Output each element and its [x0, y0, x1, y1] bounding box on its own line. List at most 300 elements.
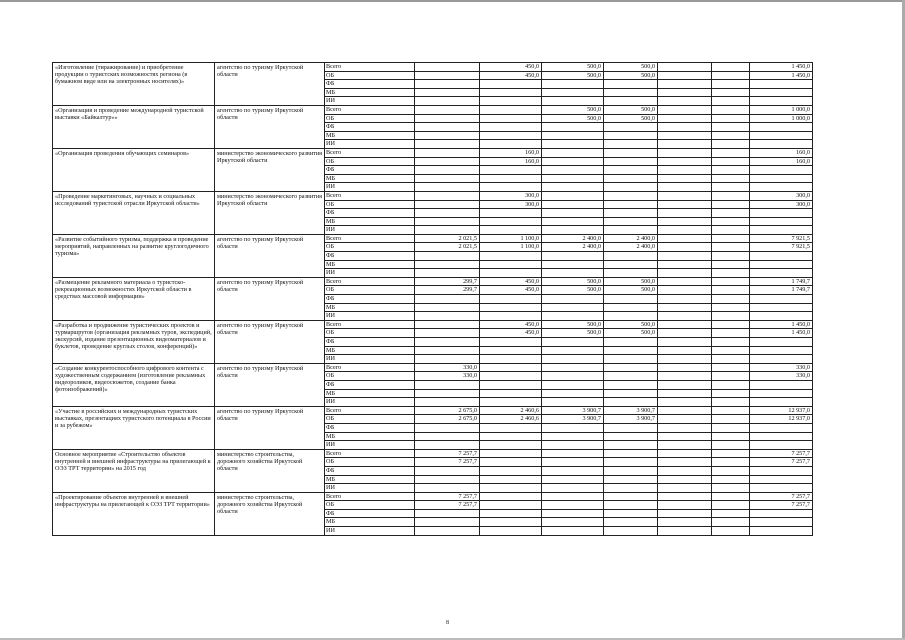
year-value-cell: 160,0 — [480, 157, 542, 166]
year-value-cell — [480, 449, 542, 458]
year-value-cell — [604, 338, 658, 347]
funding-source-cell: ОБ — [325, 415, 415, 424]
year-value-cell — [415, 226, 480, 235]
year-value-cell — [542, 226, 604, 235]
year-value-cell: 500,0 — [604, 105, 658, 114]
year-value-cell — [542, 484, 604, 493]
year-value-cell — [712, 415, 750, 424]
year-value-cell — [658, 518, 712, 527]
year-value-cell — [604, 389, 658, 398]
total-cell: 1 000,0 — [750, 114, 813, 123]
year-value-cell — [542, 88, 604, 97]
year-value-cell — [604, 484, 658, 493]
table-row — [53, 492, 813, 501]
executor-cell: агентство по туризму Иркутской области — [215, 105, 325, 148]
activity-name-cell: «Создание конкурентоспособного цифрового контента с художественным содержанием (изготовление рекламных видеороликов, видеосюжетов, создание банка фотоизображений)» — [53, 363, 215, 406]
year-value-cell — [604, 260, 658, 269]
program-funding-table — [52, 62, 813, 536]
total-cell — [750, 441, 813, 450]
year-value-cell — [480, 226, 542, 235]
total-cell — [750, 209, 813, 218]
year-value-cell — [712, 432, 750, 441]
total-cell — [750, 140, 813, 149]
year-value-cell — [480, 217, 542, 226]
year-value-cell — [480, 458, 542, 467]
year-value-cell — [712, 466, 750, 475]
year-value-cell — [658, 234, 712, 243]
year-value-cell — [604, 295, 658, 304]
year-value-cell — [542, 295, 604, 304]
year-value-cell — [604, 97, 658, 106]
year-value-cell — [712, 372, 750, 381]
year-value-cell — [480, 372, 542, 381]
executor-cell: агентство по туризму Иркутской области — [215, 277, 325, 320]
year-value-cell — [712, 63, 750, 72]
year-value-cell: 300,0 — [480, 200, 542, 209]
year-value-cell — [658, 415, 712, 424]
year-value-cell — [542, 372, 604, 381]
year-value-cell — [604, 88, 658, 97]
total-cell: 7 257,7 — [750, 492, 813, 501]
year-value-cell — [480, 466, 542, 475]
year-value-cell — [542, 217, 604, 226]
total-cell — [750, 252, 813, 261]
year-value-cell: 450,0 — [480, 329, 542, 338]
funding-source-cell: МБ — [325, 432, 415, 441]
year-value-cell — [604, 123, 658, 132]
funding-source-cell: ОБ — [325, 200, 415, 209]
funding-source-cell: ФБ — [325, 466, 415, 475]
year-value-cell — [480, 123, 542, 132]
year-value-cell — [712, 363, 750, 372]
year-value-cell — [415, 157, 480, 166]
year-value-cell — [542, 398, 604, 407]
year-value-cell — [415, 80, 480, 89]
total-cell: 7 921,5 — [750, 243, 813, 252]
year-value-cell — [415, 148, 480, 157]
year-value-cell — [480, 432, 542, 441]
total-cell: 1 450,0 — [750, 71, 813, 80]
executor-cell: агентство по туризму Иркутской области — [215, 363, 325, 406]
year-value-cell — [604, 131, 658, 140]
year-value-cell — [415, 398, 480, 407]
year-value-cell — [415, 131, 480, 140]
year-value-cell — [712, 355, 750, 364]
year-value-cell — [604, 423, 658, 432]
year-value-cell — [658, 363, 712, 372]
year-value-cell — [480, 174, 542, 183]
year-value-cell: 450,0 — [480, 277, 542, 286]
year-value-cell — [542, 157, 604, 166]
table-row — [53, 148, 813, 157]
year-value-cell — [480, 441, 542, 450]
total-cell: 1 000,0 — [750, 105, 813, 114]
year-value-cell: 1 100,0 — [480, 243, 542, 252]
total-cell — [750, 398, 813, 407]
year-value-cell — [415, 303, 480, 312]
total-cell — [750, 80, 813, 89]
year-value-cell: 450,0 — [480, 71, 542, 80]
year-value-cell: 500,0 — [542, 63, 604, 72]
year-value-cell — [712, 71, 750, 80]
funding-source-cell: ОБ — [325, 243, 415, 252]
year-value-cell — [658, 217, 712, 226]
year-value-cell — [712, 226, 750, 235]
year-value-cell — [415, 527, 480, 536]
page-number: 8 — [446, 620, 449, 626]
funding-source-cell: Всего — [325, 449, 415, 458]
year-value-cell: 2 400,0 — [542, 234, 604, 243]
year-value-cell — [542, 174, 604, 183]
year-value-cell — [604, 157, 658, 166]
year-value-cell — [415, 380, 480, 389]
year-value-cell — [658, 157, 712, 166]
total-cell — [750, 527, 813, 536]
year-value-cell — [712, 398, 750, 407]
executor-cell: агентство по туризму Иркутской области — [215, 406, 325, 449]
year-value-cell — [658, 277, 712, 286]
year-value-cell — [542, 252, 604, 261]
year-value-cell — [480, 380, 542, 389]
year-value-cell — [712, 243, 750, 252]
year-value-cell — [658, 423, 712, 432]
year-value-cell — [415, 423, 480, 432]
year-value-cell — [658, 509, 712, 518]
year-value-cell: 330,0 — [415, 372, 480, 381]
year-value-cell — [415, 166, 480, 175]
total-cell — [750, 389, 813, 398]
year-value-cell — [542, 509, 604, 518]
year-value-cell — [415, 71, 480, 80]
year-value-cell — [658, 475, 712, 484]
year-value-cell — [480, 209, 542, 218]
year-value-cell — [480, 303, 542, 312]
year-value-cell — [712, 303, 750, 312]
year-value-cell — [658, 63, 712, 72]
year-value-cell — [480, 501, 542, 510]
funding-source-cell: ОБ — [325, 372, 415, 381]
year-value-cell — [658, 269, 712, 278]
funding-source-cell: ФБ — [325, 166, 415, 175]
year-value-cell: 300,0 — [480, 191, 542, 200]
year-value-cell — [658, 449, 712, 458]
funding-source-cell: МБ — [325, 260, 415, 269]
year-value-cell — [480, 475, 542, 484]
year-value-cell — [658, 123, 712, 132]
funding-source-cell: ОБ — [325, 458, 415, 467]
table-body — [53, 63, 813, 536]
year-value-cell — [415, 320, 480, 329]
year-value-cell — [415, 441, 480, 450]
total-cell — [750, 432, 813, 441]
year-value-cell: 2 460,6 — [480, 406, 542, 415]
funding-source-cell: ФБ — [325, 423, 415, 432]
funding-source-cell: ФБ — [325, 123, 415, 132]
year-value-cell: 500,0 — [604, 277, 658, 286]
year-value-cell: 3 900,7 — [542, 406, 604, 415]
year-value-cell — [480, 166, 542, 175]
year-value-cell — [542, 183, 604, 192]
year-value-cell — [480, 346, 542, 355]
year-value-cell — [712, 166, 750, 175]
year-value-cell: 7 257,7 — [415, 449, 480, 458]
year-value-cell — [604, 509, 658, 518]
funding-source-cell: Всего — [325, 234, 415, 243]
funding-source-cell: МБ — [325, 518, 415, 527]
year-value-cell — [604, 518, 658, 527]
executor-cell: министерство строительства, дорожного хозяйства Иркутской области — [215, 492, 325, 535]
year-value-cell — [480, 140, 542, 149]
year-value-cell — [604, 303, 658, 312]
year-value-cell — [604, 200, 658, 209]
year-value-cell — [480, 423, 542, 432]
total-cell — [750, 380, 813, 389]
year-value-cell — [604, 363, 658, 372]
year-value-cell — [415, 63, 480, 72]
year-value-cell: 500,0 — [542, 286, 604, 295]
year-value-cell — [712, 389, 750, 398]
year-value-cell — [658, 166, 712, 175]
year-value-cell — [415, 174, 480, 183]
year-value-cell: 7 257,7 — [415, 458, 480, 467]
total-cell: 300,0 — [750, 191, 813, 200]
funding-source-cell: ФБ — [325, 252, 415, 261]
year-value-cell — [415, 346, 480, 355]
year-value-cell: 450,0 — [480, 320, 542, 329]
year-value-cell — [480, 527, 542, 536]
year-value-cell — [604, 441, 658, 450]
funding-source-cell: ОБ — [325, 157, 415, 166]
year-value-cell — [658, 501, 712, 510]
total-cell: 1 749,7 — [750, 277, 813, 286]
year-value-cell — [542, 166, 604, 175]
year-value-cell — [604, 380, 658, 389]
year-value-cell — [604, 458, 658, 467]
year-value-cell — [658, 312, 712, 321]
year-value-cell — [604, 140, 658, 149]
total-cell: 300,0 — [750, 200, 813, 209]
total-cell: 330,0 — [750, 363, 813, 372]
year-value-cell — [712, 286, 750, 295]
funding-source-cell: МБ — [325, 346, 415, 355]
year-value-cell: 450,0 — [480, 286, 542, 295]
year-value-cell — [542, 355, 604, 364]
activity-name-cell: «Разработка и продвижение туристических проектов и турмаршрутов (организация рекламных туров, экспедиций, экскурсий, издание презентационных видеоматериалов и буклетов, проведение круглых столов, конференций)» — [53, 320, 215, 363]
year-value-cell — [480, 105, 542, 114]
total-cell — [750, 346, 813, 355]
year-value-cell — [658, 105, 712, 114]
funding-source-cell: ФБ — [325, 509, 415, 518]
year-value-cell — [658, 466, 712, 475]
year-value-cell — [658, 492, 712, 501]
year-value-cell — [480, 509, 542, 518]
funding-source-cell: МБ — [325, 131, 415, 140]
total-cell: 330,0 — [750, 372, 813, 381]
year-value-cell — [658, 346, 712, 355]
total-cell: 7 257,7 — [750, 449, 813, 458]
funding-source-cell: ФБ — [325, 380, 415, 389]
activity-name-cell: «Организация и проведение международной туристской выставки «Байкалтур»» — [53, 105, 215, 148]
total-cell — [750, 174, 813, 183]
year-value-cell: 2 021,5 — [415, 234, 480, 243]
year-value-cell — [542, 441, 604, 450]
table-row — [53, 234, 813, 243]
year-value-cell — [658, 131, 712, 140]
year-value-cell — [604, 372, 658, 381]
year-value-cell — [712, 140, 750, 149]
year-value-cell — [658, 484, 712, 493]
executor-cell: агентство по туризму Иркутской области — [215, 320, 325, 363]
year-value-cell — [658, 320, 712, 329]
total-cell: 12 937,0 — [750, 415, 813, 424]
year-value-cell — [480, 338, 542, 347]
funding-source-cell: МБ — [325, 217, 415, 226]
total-cell — [750, 338, 813, 347]
year-value-cell — [658, 260, 712, 269]
year-value-cell: 500,0 — [542, 329, 604, 338]
funding-source-cell: ИИ — [325, 355, 415, 364]
year-value-cell — [480, 363, 542, 372]
year-value-cell — [480, 252, 542, 261]
year-value-cell — [480, 88, 542, 97]
year-value-cell: 2 400,0 — [604, 234, 658, 243]
year-value-cell: 2 675,0 — [415, 406, 480, 415]
year-value-cell — [712, 191, 750, 200]
total-cell — [750, 312, 813, 321]
executor-cell: министерство строительства, дорожного хозяйства Иркутской области — [215, 449, 325, 492]
year-value-cell — [415, 200, 480, 209]
year-value-cell — [480, 80, 542, 89]
year-value-cell — [542, 338, 604, 347]
year-value-cell — [712, 277, 750, 286]
year-value-cell — [712, 295, 750, 304]
year-value-cell — [480, 269, 542, 278]
year-value-cell — [415, 140, 480, 149]
total-cell — [750, 518, 813, 527]
year-value-cell — [415, 475, 480, 484]
year-value-cell — [712, 441, 750, 450]
total-cell — [750, 166, 813, 175]
year-value-cell — [712, 484, 750, 493]
year-value-cell — [415, 123, 480, 132]
year-value-cell — [542, 380, 604, 389]
year-value-cell: 3 900,7 — [604, 415, 658, 424]
year-value-cell — [712, 527, 750, 536]
year-value-cell — [542, 432, 604, 441]
year-value-cell — [480, 295, 542, 304]
year-value-cell — [604, 346, 658, 355]
year-value-cell — [658, 338, 712, 347]
funding-source-cell: Всего — [325, 363, 415, 372]
year-value-cell — [542, 363, 604, 372]
activity-name-cell: «Развитие событийного туризма, поддержка и проведение мероприятий, направленных на развитие круглогодичного туризма» — [53, 234, 215, 277]
activity-name-cell: «Организация проведения обучающих семинаров» — [53, 148, 215, 191]
year-value-cell — [542, 80, 604, 89]
year-value-cell — [480, 355, 542, 364]
year-value-cell — [658, 286, 712, 295]
year-value-cell — [658, 441, 712, 450]
year-value-cell — [658, 71, 712, 80]
year-value-cell — [415, 518, 480, 527]
year-value-cell: 500,0 — [542, 105, 604, 114]
funding-source-cell: ФБ — [325, 209, 415, 218]
year-value-cell — [604, 183, 658, 192]
year-value-cell — [658, 88, 712, 97]
year-value-cell — [415, 329, 480, 338]
year-value-cell — [658, 527, 712, 536]
funding-source-cell: Всего — [325, 105, 415, 114]
funding-source-cell: Всего — [325, 406, 415, 415]
total-cell: 160,0 — [750, 157, 813, 166]
year-value-cell — [542, 148, 604, 157]
year-value-cell — [712, 209, 750, 218]
table-row — [53, 363, 813, 372]
year-value-cell — [542, 501, 604, 510]
funding-source-cell: ИИ — [325, 226, 415, 235]
year-value-cell — [658, 389, 712, 398]
year-value-cell — [658, 140, 712, 149]
year-value-cell — [712, 234, 750, 243]
year-value-cell — [542, 97, 604, 106]
year-value-cell — [415, 114, 480, 123]
total-cell: 12 937,0 — [750, 406, 813, 415]
funding-source-cell: ФБ — [325, 80, 415, 89]
total-cell — [750, 466, 813, 475]
year-value-cell — [604, 80, 658, 89]
activity-name-cell: «Участие в российских и международных туристских выставках, презентациях туристского потенциала в России и за рубежом» — [53, 406, 215, 449]
year-value-cell — [604, 312, 658, 321]
funding-source-cell: Всего — [325, 148, 415, 157]
year-value-cell — [712, 148, 750, 157]
year-value-cell — [712, 312, 750, 321]
year-value-cell — [658, 380, 712, 389]
year-value-cell — [604, 217, 658, 226]
year-value-cell: 500,0 — [604, 320, 658, 329]
year-value-cell — [658, 226, 712, 235]
year-value-cell — [712, 406, 750, 415]
year-value-cell — [415, 484, 480, 493]
year-value-cell — [415, 260, 480, 269]
year-value-cell — [542, 346, 604, 355]
year-value-cell — [542, 191, 604, 200]
year-value-cell — [542, 260, 604, 269]
year-value-cell — [658, 114, 712, 123]
total-cell: 160,0 — [750, 148, 813, 157]
year-value-cell — [415, 509, 480, 518]
year-value-cell — [712, 131, 750, 140]
total-cell — [750, 131, 813, 140]
total-cell — [750, 183, 813, 192]
total-cell — [750, 269, 813, 278]
total-cell — [750, 217, 813, 226]
year-value-cell — [542, 518, 604, 527]
total-cell: 7 257,7 — [750, 458, 813, 467]
table-row — [53, 320, 813, 329]
year-value-cell — [604, 252, 658, 261]
year-value-cell — [712, 501, 750, 510]
total-cell — [750, 97, 813, 106]
year-value-cell — [712, 252, 750, 261]
year-value-cell — [712, 183, 750, 192]
year-value-cell: 500,0 — [542, 71, 604, 80]
year-value-cell — [415, 191, 480, 200]
total-cell — [750, 295, 813, 304]
year-value-cell — [712, 509, 750, 518]
year-value-cell — [480, 484, 542, 493]
year-value-cell: 450,0 — [480, 63, 542, 72]
total-cell — [750, 355, 813, 364]
year-value-cell — [658, 200, 712, 209]
